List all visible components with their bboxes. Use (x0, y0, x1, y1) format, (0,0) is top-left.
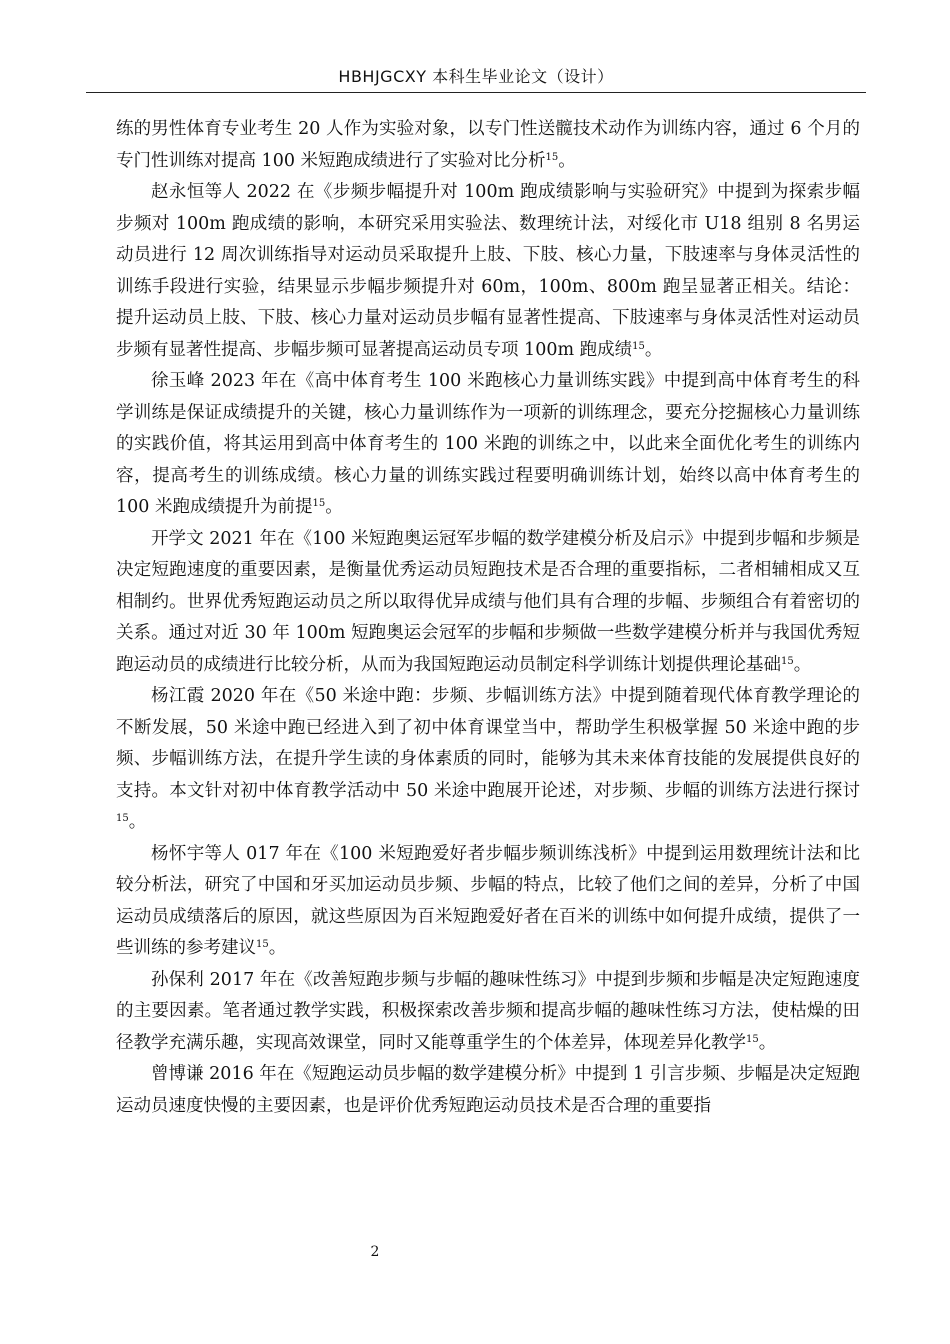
page-number: 2 (370, 1244, 380, 1260)
citation-ref: 15 (116, 813, 129, 824)
paragraph-end: 。 (128, 812, 147, 832)
citation-ref: 15 (746, 1033, 759, 1045)
paragraph-text: 曾博谦 2016 年在《短跑运动员步幅的数学建模分析》中提到 1 引言步频、步幅是决定短跑运动员速度快慢的主要因素，也是评价优秀短跑运动员技术是否合理的重要指 (116, 1064, 860, 1116)
paragraph (116, 114, 860, 177)
paragraph-end: 。 (793, 654, 812, 675)
paragraph-end: 。 (644, 339, 663, 360)
citation-ref: 15 (632, 340, 645, 352)
paragraph-text: 练的男性体育专业考生 20 人作为实验对象，以专门性送髋技术动作为训练内容，通过 6 个月的专门性训练对提高 100 米短跑成绩进行了实验对比分析 (116, 119, 860, 171)
paragraph (116, 366, 860, 524)
paragraph (116, 1059, 860, 1122)
document-body (116, 114, 860, 1122)
paragraph-end: 。 (558, 150, 576, 171)
paragraph-text: 赵永恒等人 2022 在《步频步幅提升对 100m 跑成绩影响与实验研究》中提到为探索步幅步频对 100m 跑成绩的影响，本研究采用实验法、数理统计法，对绥化市 U18 组别 8 名男运动员进行 12 周次训练指导对运动员采取提升上肢、下肢、核心力量，下肢速率与身体灵活性的训练手段进行实验，结果显示步幅步频提升对 60m，100m、800m 跑呈显著正相关。结论：提升运动员上肢、下肢、核心力量对运动员步幅有显著性提高、下肢速率与身体灵活性对运动员步频有显著性提高、步幅步频可显著提高运动员专项 100m 跑成绩 (116, 182, 860, 360)
paragraph-text: 孙保利 2017 年在《改善短跑步频与步幅的趣味性练习》中提到步频和步幅是决定短跑速度的主要因素。笔者通过教学实践，积极探索改善步频和提高步幅的趣味性练习方法，使枯燥的田径教学充满乐趣，实现高效课堂，同时又能尊重学生的个体差异，体现差异化教学 (116, 969, 860, 1053)
paragraph-text: 杨江霞 2020 年在《50 米途中跑：步频、步幅训练方法》中提到随着现代体育教学理论的不断发展，50 米途中跑已经进入到了初中体育课堂当中，帮助学生积极掌握 50 米途中跑的步频、步幅训练方法，在提升学生读的身体素质的同时，能够为其未来体育技能的发展提供良好的支持。本文针对初中体育教学活动中 50 米途中跑展开论述，对步频、步幅的训练方法进行探讨 (116, 686, 860, 801)
citation-ref: 15 (781, 655, 794, 667)
paragraph (116, 839, 860, 965)
paragraph-text: 杨怀宇等人 017 年在《100 米短跑爱好者步幅步频训练浅析》中提到运用数理统计法和比较分析法，研究了中国和牙买加运动员步频、步幅的特点，比较了他们之间的差异，分析了中国运动员成绩落后的原因，就这些原因为百米短跑爱好者在百米的训练中如何提升成绩，提供了一些训练的参考建议 (116, 843, 860, 958)
paragraph-end: 。 (325, 497, 343, 517)
header-title: HBHJGCXY 本科生毕业论文（设计） (338, 67, 614, 86)
paragraph-end: 。 (268, 938, 287, 958)
paragraph-text: 开学文 2021 年在《100 米短跑奥运冠军步幅的数学建模分析及启示》中提到步幅和步频是决定短跑速度的重要因素，是衡量优秀运动员短跑技术是否合理的重要指标，二者相辅相成又互相制约。世界优秀短跑运动员之所以取得优异成绩与他们具有合理的步幅、步频组合有着密切的关系。通过对近 30 年 100m 短跑奥运会冠军的步幅和步频做一些数学建模分析并与我国优秀短跑运动员的成绩进行比较分析，从而为我国短跑运动员制定科学训练计划提供理论基础 (116, 528, 860, 675)
paragraph-text: 徐玉峰 2023 年在《高中体育考生 100 米跑核心力量训练实践》中提到高中体育考生的科学训练是保证成绩提升的关键，核心力量训练作为一项新的训练理念，要充分挖掘核心力量训练的实践价值，将其运用到高中体育考生的 100 米跑的训练之中，以此来全面优化考生的训练内容，提高考生的训练成绩。核心力量的训练实践过程要明确训练计划，始终以高中体育考生的 100 米跑成绩提升为前提 (116, 371, 860, 517)
page-header (86, 64, 866, 93)
citation-ref: 15 (256, 939, 269, 950)
citation-ref: 15 (545, 151, 559, 163)
paragraph (116, 681, 860, 839)
paragraph-end: 。 (758, 1032, 777, 1053)
paragraph (116, 524, 860, 682)
paragraph (116, 965, 860, 1060)
paragraph (116, 177, 860, 366)
citation-ref: 15 (312, 498, 326, 509)
page-footer (0, 1244, 750, 1260)
